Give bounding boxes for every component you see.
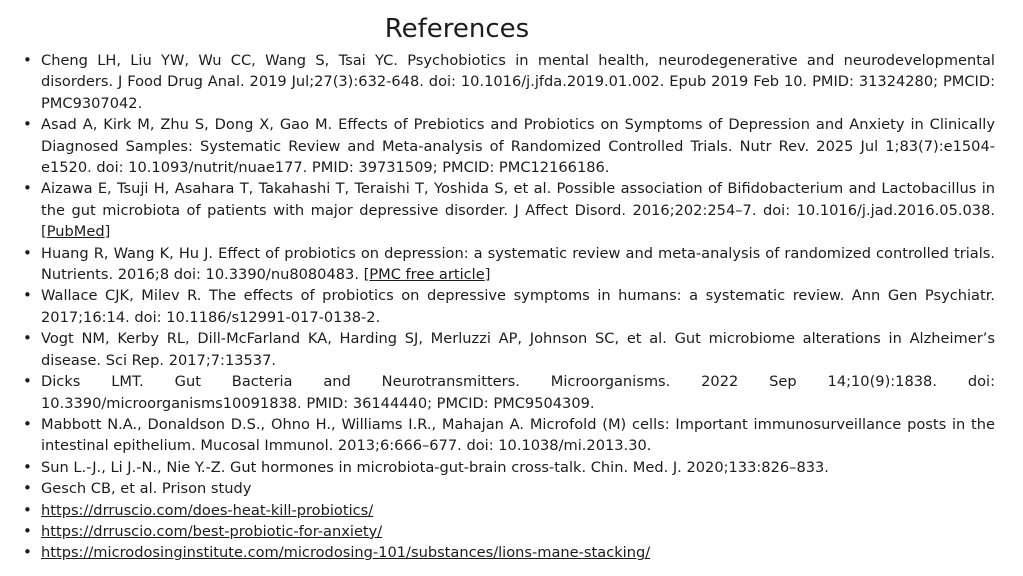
reference-text: Gesch CB, et al. Prison study [41,480,252,498]
reference-item [23,114,995,178]
reference-item [23,542,995,563]
reference-text: Vogt NM, Kerby RL, Dill-McFarland KA, Harding SJ, Merluzzi AP, Johnson SC, et al. Gut microbiome alterations in Alzheimer’s disease. Sci Rep. 2017;7:13537. [41,330,995,369]
reference-item [23,178,995,242]
reference-url-link[interactable]: https://microdosinginstitute.com/microdosing-101/substances/lions-mane-stacking/ [41,544,651,562]
reference-text: Wallace CJK, Milev R. The effects of probiotics on depressive symptoms in humans: a systematic review. Ann Gen Psychiatr. 2017;16:14. doi: 10.1186/s12991-017-0138-2. [41,287,995,326]
reference-text: Sun L.-J., Li J.-N., Nie Y.-Z. Gut hormones in microbiota-gut-brain cross-talk. Chin. Med. J. 2020;133:826–833. [41,458,829,476]
page-title: References [384,14,530,44]
reference-item [23,328,995,371]
pmc-free-article-link[interactable]: PMC free article [369,266,485,284]
reference-text-suffix: ] [484,266,491,284]
reference-item [23,521,995,542]
reference-text: Dicks LMT. Gut Bacteria and Neurotransmitters. Microorganisms. 2022 Sep 14;10(9):1838. doi: 10.3390/microorganisms10091838. PMID: 36144440; PMCID: PMC9504309. [41,373,995,412]
reference-item [23,478,995,499]
pubmed-link[interactable]: PubMed [46,223,105,241]
reference-item [23,371,995,414]
reference-text: Cheng LH, Liu YW, Wu CC, Wang S, Tsai YC. Psychobiotics in mental health, neurodegenerative and neurodevelopmental disorders. J Food Drug Anal. 2019 Jul;27(3):632-648. doi: 10.1016/j.jfda.2019.01.002. Epub 2019 Feb 10. PMID: 31324280; PMCID: PMC9307042. [41,52,995,112]
reference-item [23,414,995,457]
reference-url-link[interactable]: https://drruscio.com/does-heat-kill-probiotics/ [41,501,374,519]
reference-item [23,500,995,521]
reference-url-link[interactable]: https://drruscio.com/best-probiotic-for-anxiety/ [41,522,383,540]
reference-text: Huang R, Wang K, Hu J. Effect of probiotics on depression: a systematic review and meta-analysis of randomized controlled trials. Nutrients. 2016;8 doi: 10.3390/nu8080483. [ [41,244,995,284]
reference-item [23,457,995,478]
reference-text-suffix: ] [104,223,111,241]
reference-text: Aizawa E, Tsuji H, Asahara T, Takahashi T, Teraishi T, Yoshida S, et al. Possible association of Bifidobacterium and Lactobacillus in the gut microbiota of patients with major depressive disorder. J Affect Disord. 2016;202:254–7. doi: 10.1016/j.jad.2016.05.038. [ [41,180,995,241]
reference-item [23,50,995,114]
reference-text: Mabbott N.A., Donaldson D.S., Ohno H., Williams I.R., Mahajan A. Microfold (M) cells: Important immunosurveillance posts in the intestinal epithelium. Mucosal Immunol. 2013;6:666–677. doi: 10.1038/mi.2013.30. [41,415,995,455]
reference-list [23,50,995,564]
reference-text: Asad A, Kirk M, Zhu S, Dong X, Gao M. Effects of Prebiotics and Probiotics on Symptoms of Depression and Anxiety in Clinically Diagnosed Samples: Systematic Review and Meta-analysis of Randomized Controlled Trials. Nutr Rev. 2025 Jul 1;83(7):e1504-e1520. doi: 10.1093/nutrit/nuae177. PMID: 39731509; PMCID: PMC12166186. [41,116,995,177]
reference-item [23,243,995,286]
reference-item [23,285,995,328]
